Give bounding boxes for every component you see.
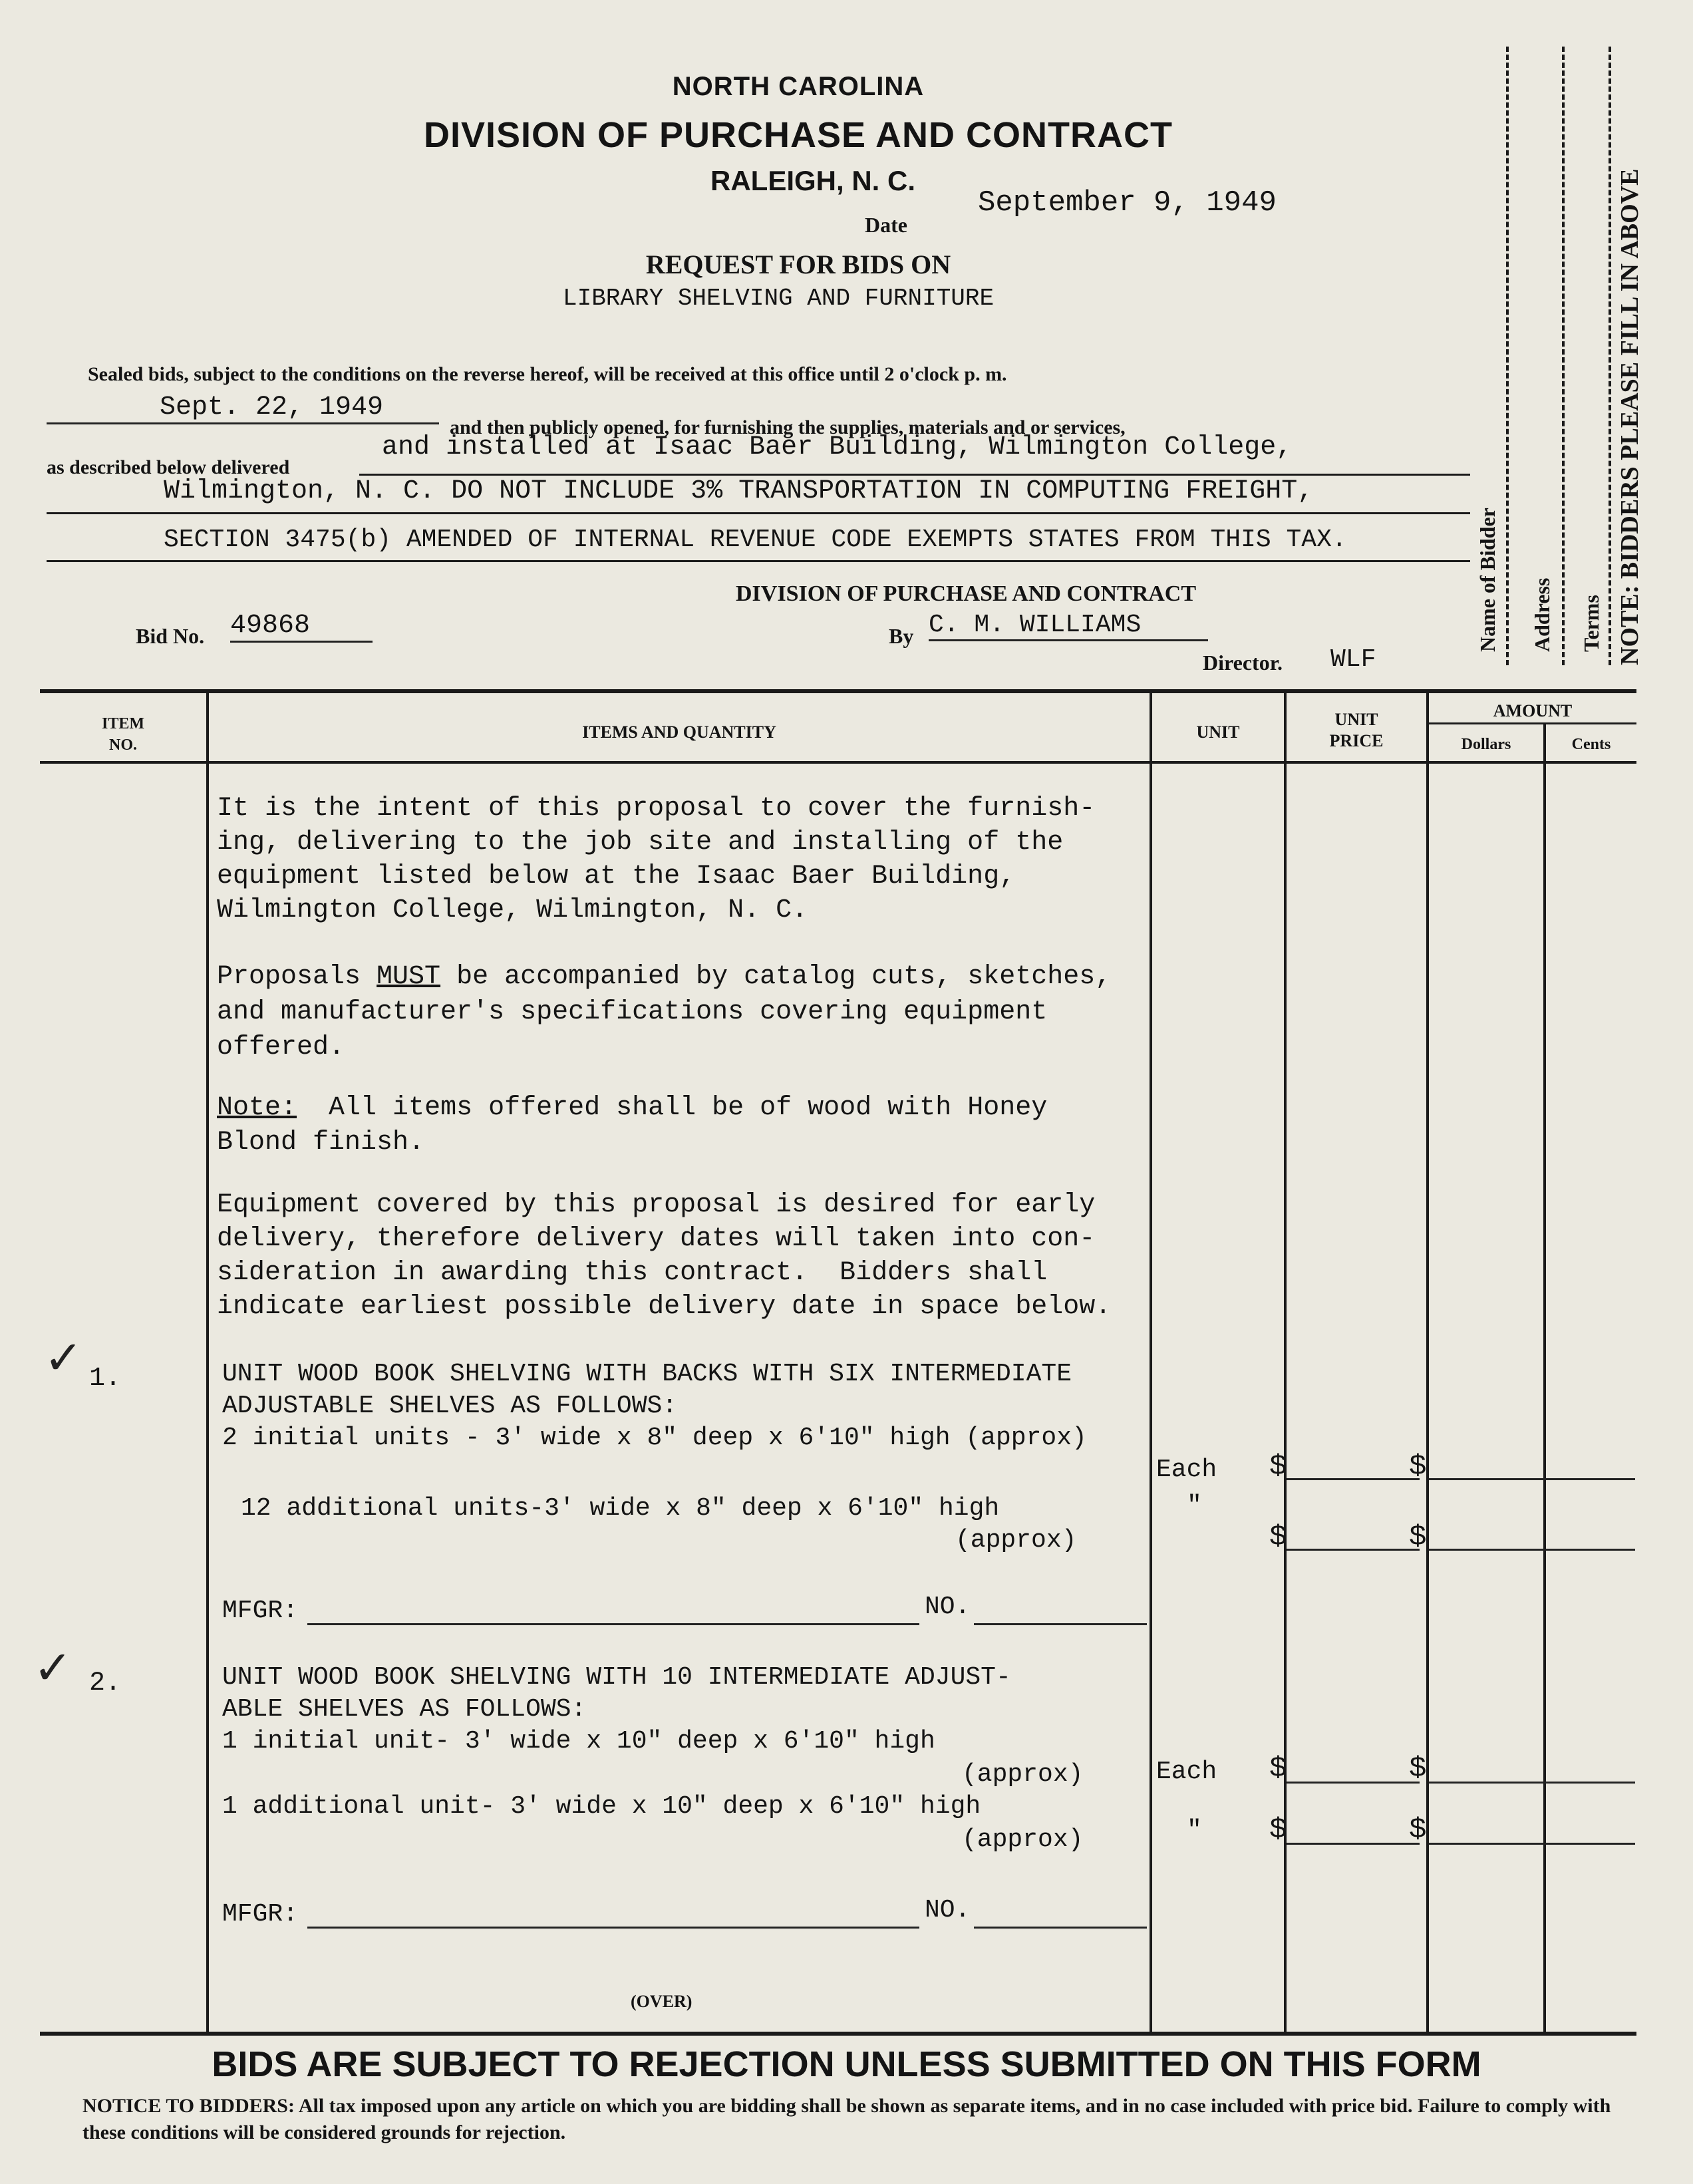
request-subject: LIBRARY SHELVING AND FURNITURE: [563, 285, 995, 312]
proposals-rest: be accompanied by catalog cuts, sketches, and manufacturer's specifications covering equipment offered.: [217, 962, 1112, 1062]
item-2-check: ✓: [33, 1642, 73, 1694]
line3-underline: [47, 512, 1470, 514]
item-2-amount-a-dollar: $: [1409, 1752, 1427, 1786]
header-cents: Cents: [1571, 736, 1611, 753]
note-paragraph: [217, 1091, 1047, 1160]
proposals-paragraph: [217, 959, 1111, 1065]
bidder-address-field[interactable]: [1562, 47, 1565, 665]
item-1-mfgr-field[interactable]: [307, 1623, 919, 1625]
item-2-unit-b: ": [1187, 1816, 1202, 1845]
opening-text: and then publicly opened, for furnishing the supplies, materials and or services,: [450, 416, 1126, 438]
item-1-unit-b: ": [1187, 1491, 1202, 1520]
item-1-unit-a: Each: [1156, 1456, 1217, 1484]
item-2-unit-price-b[interactable]: [1287, 1843, 1420, 1845]
city-heading: RALEIGH, N. C.: [710, 165, 916, 196]
sealed-bids-text: Sealed bids, subject to the conditions on the reverse hereof, will be received at this office until 2 o'clock p. m.: [88, 363, 1007, 385]
rejection-warning: BIDS ARE SUBJECT TO REJECTION UNLESS SUBMITTED ON THIS FORM: [212, 2044, 1481, 2084]
item-2-unit-a: Each: [1156, 1758, 1217, 1786]
request-title: REQUEST FOR BIDS ON: [645, 249, 951, 279]
item-1-line-b: 12 additional units-3' wide x 8" deep x 6'10" high: [241, 1494, 1000, 1523]
item-2-approx-a: (approx): [962, 1760, 1084, 1789]
bid-no-value: 49868: [230, 611, 373, 643]
director-initials: WLF: [1330, 645, 1376, 674]
over-label: (OVER): [631, 1992, 693, 2011]
item-2-number: 2.: [89, 1668, 122, 1698]
item-2-mfgr-label: MFGR:: [222, 1900, 299, 1929]
header-amount: AMOUNT: [1493, 701, 1573, 720]
item-2-mfgr-field[interactable]: [307, 1927, 919, 1929]
col-divider-cents: [1543, 724, 1546, 2033]
item-1-amount-b-dollar: $: [1409, 1521, 1427, 1554]
item-1-amount-a-dollar: $: [1409, 1450, 1427, 1483]
item-1-title: UNIT WOOD BOOK SHELVING WITH BACKS WITH SIX INTERMEDIATE ADJUSTABLE SHELVES AS FOLLOWS:: [222, 1360, 1072, 1420]
line4-underline: [47, 560, 1470, 562]
intro-line-3: Wilmington, N. C. DO NOT INCLUDE 3% TRANSPORTATION IN COMPUTING FREIGHT,: [164, 476, 1314, 506]
item-1-price-b-dollar: $: [1269, 1521, 1287, 1554]
proposals-word: Proposals: [217, 962, 377, 992]
col-divider-unit: [1150, 692, 1152, 2033]
item-1-line-a: 2 initial units - 3' wide x 8" deep x 6'10" high (approx): [222, 1424, 1087, 1452]
item-1-unit-price-b[interactable]: [1287, 1549, 1420, 1551]
item-1-amount-a[interactable]: [1429, 1478, 1635, 1480]
table-top-rule: [40, 689, 1636, 693]
equipment-paragraph: Equipment covered by this proposal is desired for early delivery, therefore delivery dates will taken into con- sideration in awarding this contract. Bidders shall indicate earliest possible delivery date in space below.: [217, 1190, 1112, 1322]
intent-paragraph: It is the intent of this proposal to cover the furnish- ing, delivering to the job site and installing of the equipment listed below at the Isaac Baer Building, Wilmington College, Wilmington, N. C.: [217, 794, 1096, 925]
item-1-no-field[interactable]: [974, 1623, 1147, 1625]
header-items: ITEMS AND QUANTITY: [582, 722, 776, 742]
note-text: All items offered shall be of wood with Honey Blond finish.: [217, 1093, 1048, 1158]
item-2-price-b-dollar: $: [1269, 1813, 1287, 1847]
notice-label: NOTICE TO BIDDERS:: [82, 2095, 295, 2117]
table-header-rule: [40, 761, 1636, 764]
item-1-mfgr-label: MFGR:: [222, 1597, 299, 1625]
bid-no-label: Bid No.: [136, 624, 205, 648]
item-1-check: ✓: [44, 1332, 83, 1384]
date-value: September 9, 1949: [978, 186, 1277, 220]
intro-line-4: SECTION 3475(b) AMENDED OF INTERNAL REVENUE CODE EXEMPTS STATES FROM THIS TAX.: [164, 526, 1347, 554]
bidder-terms-field[interactable]: [1609, 47, 1611, 665]
item-2-no-field[interactable]: [974, 1927, 1147, 1929]
header-unit-price: UNIT PRICE: [1329, 710, 1384, 750]
item-1-no-label: NO.: [925, 1593, 971, 1621]
address-label: Address: [1530, 577, 1554, 652]
item-1-price-a-dollar: $: [1269, 1450, 1287, 1483]
director-label: Director.: [1203, 651, 1283, 675]
header-unit: UNIT: [1196, 722, 1240, 742]
date-label: Date: [865, 213, 907, 237]
item-2-title: UNIT WOOD BOOK SHELVING WITH 10 INTERMEDIATE ADJUST- ABLE SHELVES AS FOLLOWS:: [222, 1663, 1011, 1724]
terms-label: Terms: [1579, 595, 1603, 652]
header-item-no: ITEM NO.: [101, 715, 144, 754]
note-label: Note:: [217, 1093, 297, 1123]
delivered-label: as described below delivered: [47, 456, 290, 478]
item-2-no-label: NO.: [925, 1896, 971, 1925]
proposals-must: MUST: [377, 962, 441, 992]
item-2-amount-b-dollar: $: [1409, 1813, 1427, 1847]
table-bottom-rule: [40, 2032, 1636, 2036]
signature-division: DIVISION OF PURCHASE AND CONTRACT: [736, 581, 1197, 606]
name-of-bidder-label: Name of Bidder: [1475, 508, 1499, 652]
by-value: C. M. WILLIAMS: [929, 611, 1208, 641]
item-1-unit-price-a[interactable]: [1287, 1478, 1420, 1480]
state-heading: NORTH CAROLINA: [672, 72, 925, 101]
delivered-underline: [359, 474, 1470, 476]
item-2-amount-a[interactable]: [1429, 1782, 1635, 1784]
item-2-unit-price-a[interactable]: [1287, 1782, 1420, 1784]
col-divider-amount: [1426, 692, 1429, 2033]
notice-text: All tax imposed upon any article on which you are bidding shall be shown as separate items, and in no case included with price bid. Failure to comply with these conditions will be considered grounds for rejection.: [82, 2095, 1611, 2143]
division-heading: DIVISION OF PURCHASE AND CONTRACT: [423, 115, 1173, 155]
item-1-amount-b[interactable]: [1429, 1549, 1635, 1551]
col-divider-item: [206, 692, 209, 2033]
item-2-line-a: 1 initial unit- 3' wide x 10" deep x 6'10" high: [222, 1727, 935, 1756]
by-label: By: [889, 624, 914, 648]
item-2-line-b: 1 additional unit- 3' wide x 10" deep x 6'10" high: [222, 1792, 981, 1821]
item-1-number: 1.: [89, 1364, 122, 1394]
delivered-value: and installed at Isaac Baer Building, Wilmington College,: [382, 432, 1293, 462]
opening-date: Sept. 22, 1949: [47, 392, 439, 424]
item-2-approx-b: (approx): [962, 1825, 1084, 1854]
header-dollars: Dollars: [1461, 736, 1511, 753]
item-2-amount-b[interactable]: [1429, 1843, 1635, 1845]
bidder-name-field[interactable]: [1506, 47, 1509, 665]
item-1-approx-b: (approx): [955, 1526, 1077, 1555]
item-2-price-a-dollar: $: [1269, 1752, 1287, 1786]
note-bidders-label: NOTE: BIDDERS PLEASE FILL IN ABOVE: [1616, 168, 1644, 665]
amount-subrule: [1426, 722, 1636, 724]
notice-to-bidders: [82, 2093, 1613, 2146]
